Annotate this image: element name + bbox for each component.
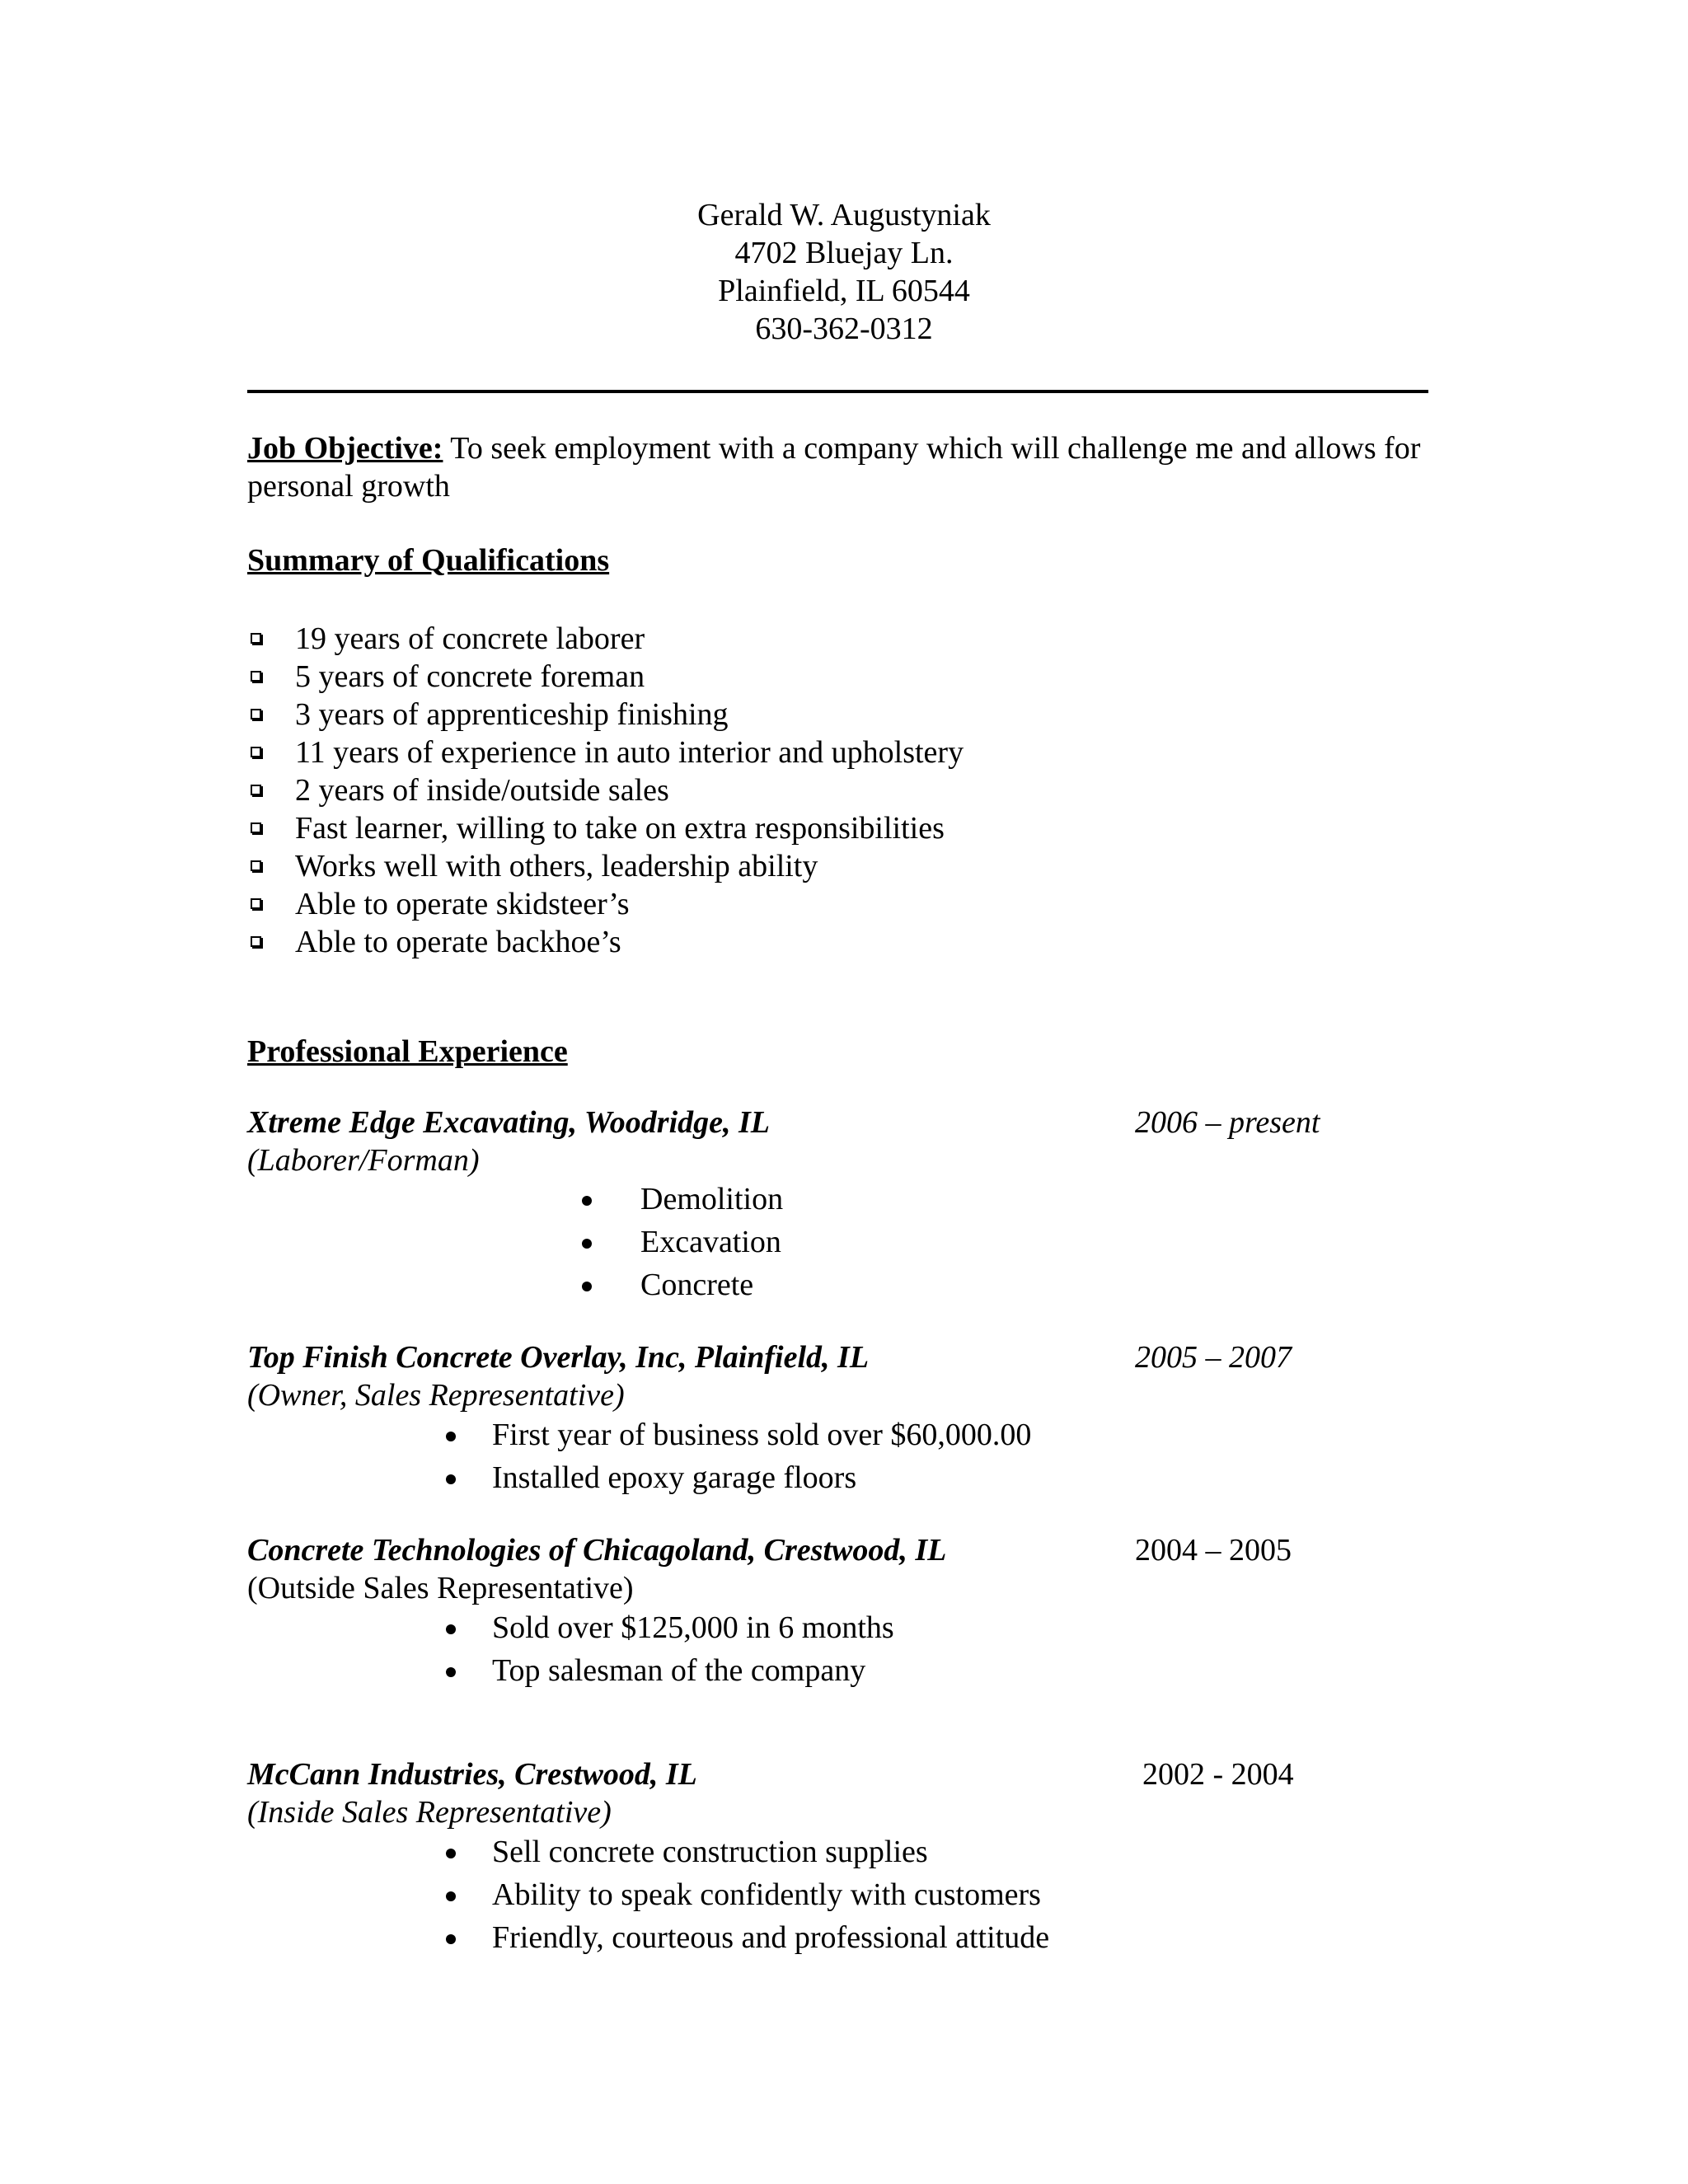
job-company: Xtreme Edge Excavating, Woodridge, IL — [247, 1105, 771, 1140]
square-bullet-icon — [251, 747, 261, 757]
job-objective-label: Job Objective: — [247, 431, 443, 466]
street-address: 4702 Bluejay Ln. — [734, 236, 954, 270]
bullet-dot-icon — [582, 1196, 592, 1206]
job-objective — [247, 429, 1434, 505]
bullet-dot-icon — [446, 1624, 456, 1634]
square-bullet-icon — [251, 785, 261, 795]
square-bullet-icon — [251, 709, 261, 719]
bullet-dot-icon — [582, 1239, 592, 1249]
job-dates: 2004 – 2005 — [1135, 1533, 1292, 1568]
city-state-zip: Plainfield, IL 60544 — [718, 274, 970, 308]
square-bullet-icon — [251, 898, 261, 909]
bullet-dot-icon — [582, 1282, 592, 1291]
bullet-dot-icon — [446, 1432, 456, 1441]
job-role: (Laborer/Forman) — [247, 1143, 480, 1178]
header-divider — [247, 390, 1428, 393]
job-dates: 2006 – present — [1135, 1105, 1320, 1140]
square-bullet-icon — [251, 633, 261, 644]
square-bullet-icon — [251, 823, 261, 833]
job-dates: 2002 - 2004 — [1142, 1757, 1294, 1792]
summary-heading: Summary of Qualifications — [247, 543, 610, 578]
bullet-dot-icon — [446, 1849, 456, 1858]
bullet-dot-icon — [446, 1667, 456, 1677]
resume-page: Gerald W. Augustyniak 4702 Bluejay Ln. Plainfield, IL 60544 630-362-0312 Job Objective: To seek employment with a company which will challenge me and allows for personal growth Summary of Qualifications 19 years of concrete laborer 5 years of concrete foreman 3 years of apprenticeship finishing 11 years of experience in auto interior and upholstery 2 years of inside/outside sales Fast learner, willing to take on extra responsibilities Works well with others, leadership ability Able to operate skidsteer’s Able to operate backhoe’s Professional Experience Xtreme Edge Excavating, Woodridge, IL 2006 – present (Laborer/Forman) Demolition Excavation Concrete Top Finish Concrete Overlay, Inc, Plainfield, IL 2005 – 2007 (Owner, Sales Representative) First year of business sold over $60,000.00 Installed epoxy garage floors Concrete Technologies of Chicagoland, Crestwood, IL 2004 – 2005 (Outside Sales Representative) Sold over $125,000 in 6 months Top salesman of the company McCann Industries, Crestwood, IL 2002 - 2004 (Inside Sales Representative) Sell concrete construction supplies Ability to speak confidently with customers Friendly, courteous and professional attitude — [0, 0, 1688, 2184]
bullet-dot-icon — [446, 1474, 456, 1484]
square-bullet-icon — [251, 936, 261, 947]
applicant-name: Gerald W. Augustyniak — [697, 198, 991, 232]
square-bullet-icon — [251, 860, 261, 871]
job-role: (Outside Sales Representative) — [247, 1571, 634, 1605]
square-bullet-icon — [251, 671, 261, 682]
job-dates: 2005 – 2007 — [1135, 1340, 1292, 1375]
job-company: Top Finish Concrete Overlay, Inc, Plainfield, IL — [247, 1340, 870, 1375]
bullet-dot-icon — [446, 1891, 456, 1901]
contact-header — [0, 196, 1688, 348]
bullet-dot-icon — [446, 1934, 456, 1944]
phone-number: 630-362-0312 — [755, 312, 933, 346]
job-company: McCann Industries, Crestwood, IL — [247, 1757, 697, 1792]
job-objective-text: To seek employment with a company which will challenge me and allows for personal growth — [247, 431, 1421, 504]
job-role: (Owner, Sales Representative) — [247, 1378, 625, 1413]
job-role: (Inside Sales Representative) — [247, 1795, 612, 1830]
job-company: Concrete Technologies of Chicagoland, Crestwood, IL — [247, 1533, 947, 1568]
experience-heading: Professional Experience — [247, 1034, 568, 1069]
